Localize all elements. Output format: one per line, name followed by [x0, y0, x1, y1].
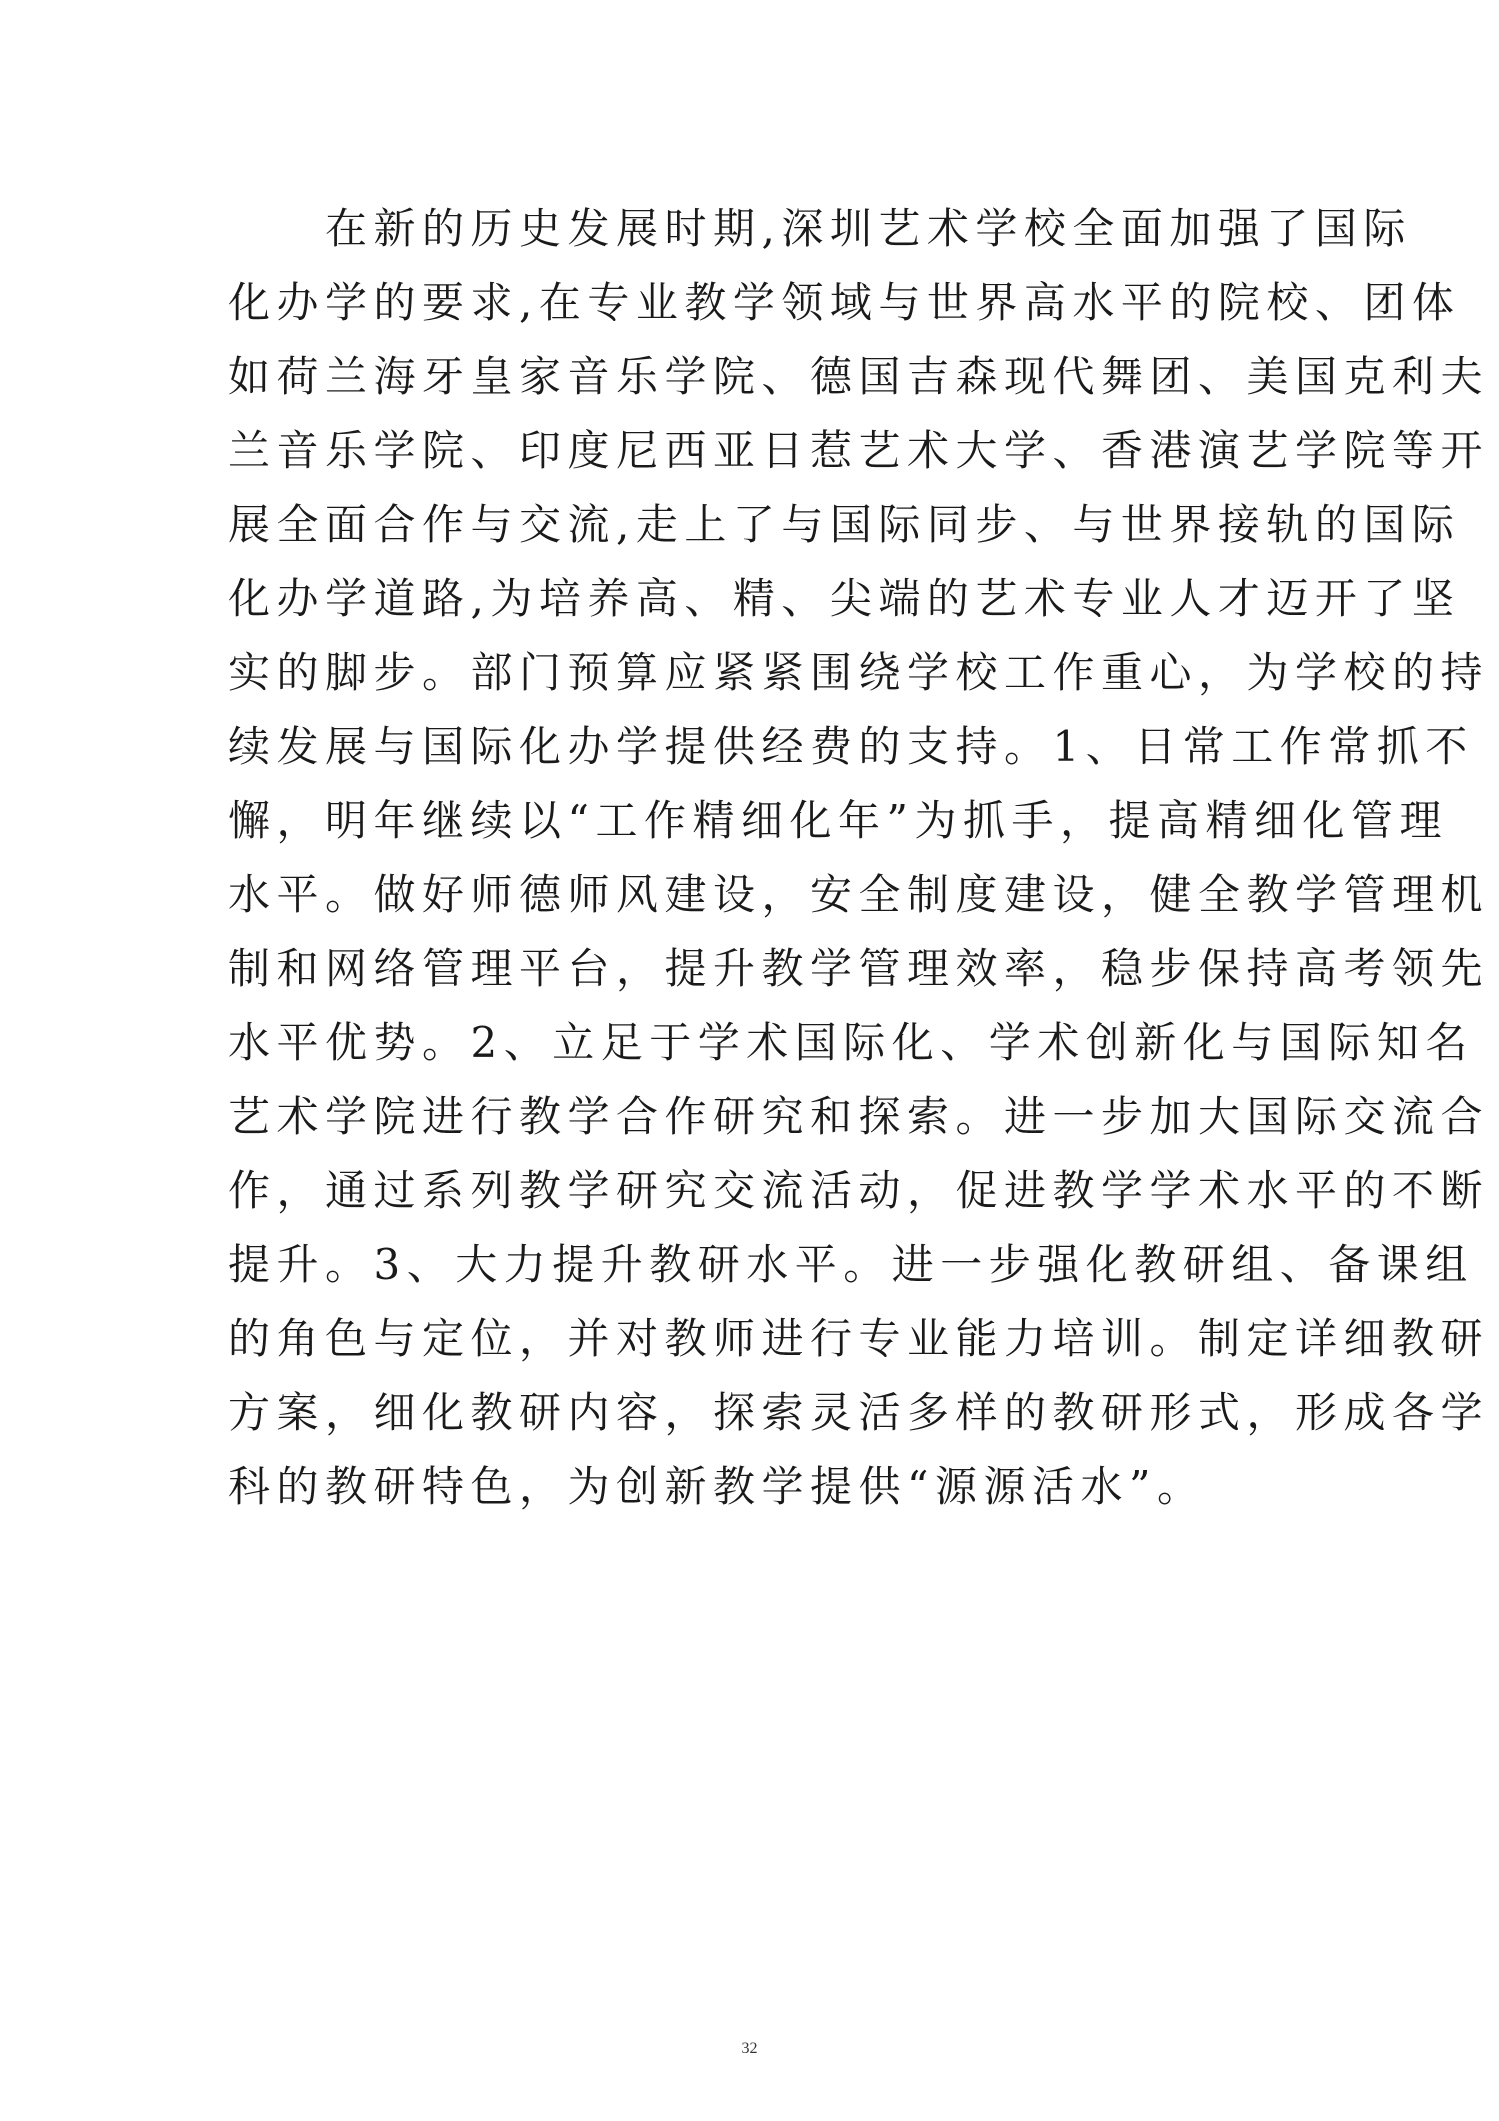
text-line: 水平优势。2、立足于学术国际化、学术创新化与国际知名 — [228, 1018, 1474, 1067]
text-line: 化办学的要求,在专业教学领域与世界高水平的院校、团体 — [228, 278, 1461, 327]
page-number: 32 — [741, 2040, 758, 2057]
text-line: 懈，明年继续以“工作精细化年”为抓手，提高精细化管理 — [228, 796, 1448, 845]
text-line: 作，通过系列教学研究交流活动，促进教学学术水平的不断 — [228, 1166, 1490, 1215]
text-line: 展全面合作与交流,走上了与国际同步、与世界接轨的国际 — [228, 500, 1461, 549]
text-line: 实的脚步。部门预算应紧紧围绕学校工作重心，为学校的持 — [228, 648, 1490, 697]
text-line: 水平。做好师德师风建设，安全制度建设，健全教学管理机 — [228, 870, 1490, 919]
text-line: 科的教研特色，为创新教学提供“源源活水”。 — [228, 1462, 1206, 1511]
text-line: 提升。3、大力提升教研水平。进一步强化教研组、备课组 — [228, 1240, 1474, 1289]
text-line: 艺术学院进行教学合作研究和探索。进一步加大国际交流合 — [228, 1092, 1490, 1141]
text-line: 方案，细化教研内容，探索灵活多样的教研形式，形成各学 — [228, 1388, 1490, 1437]
text-line: 如荷兰海牙皇家音乐学院、德国吉森现代舞团、美国克利夫 — [228, 352, 1490, 401]
text-line: 化办学道路,为培养高、精、尖端的艺术专业人才迈开了坚 — [228, 574, 1461, 623]
text-line: 续发展与国际化办学提供经费的支持。1、日常工作常抓不 — [228, 722, 1474, 771]
text-line: 的角色与定位，并对教师进行专业能力培训。制定详细教研 — [228, 1314, 1490, 1363]
text-line: 制和网络管理平台，提升教学管理效率，稳步保持高考领先 — [228, 944, 1490, 993]
text-line: 在新的历史发展时期,深圳艺术学校全面加强了国际 — [228, 204, 1412, 253]
text-line: 兰音乐学院、印度尼西亚日惹艺术大学、香港演艺学院等开 — [228, 426, 1490, 475]
body-paragraph — [228, 192, 1490, 1524]
